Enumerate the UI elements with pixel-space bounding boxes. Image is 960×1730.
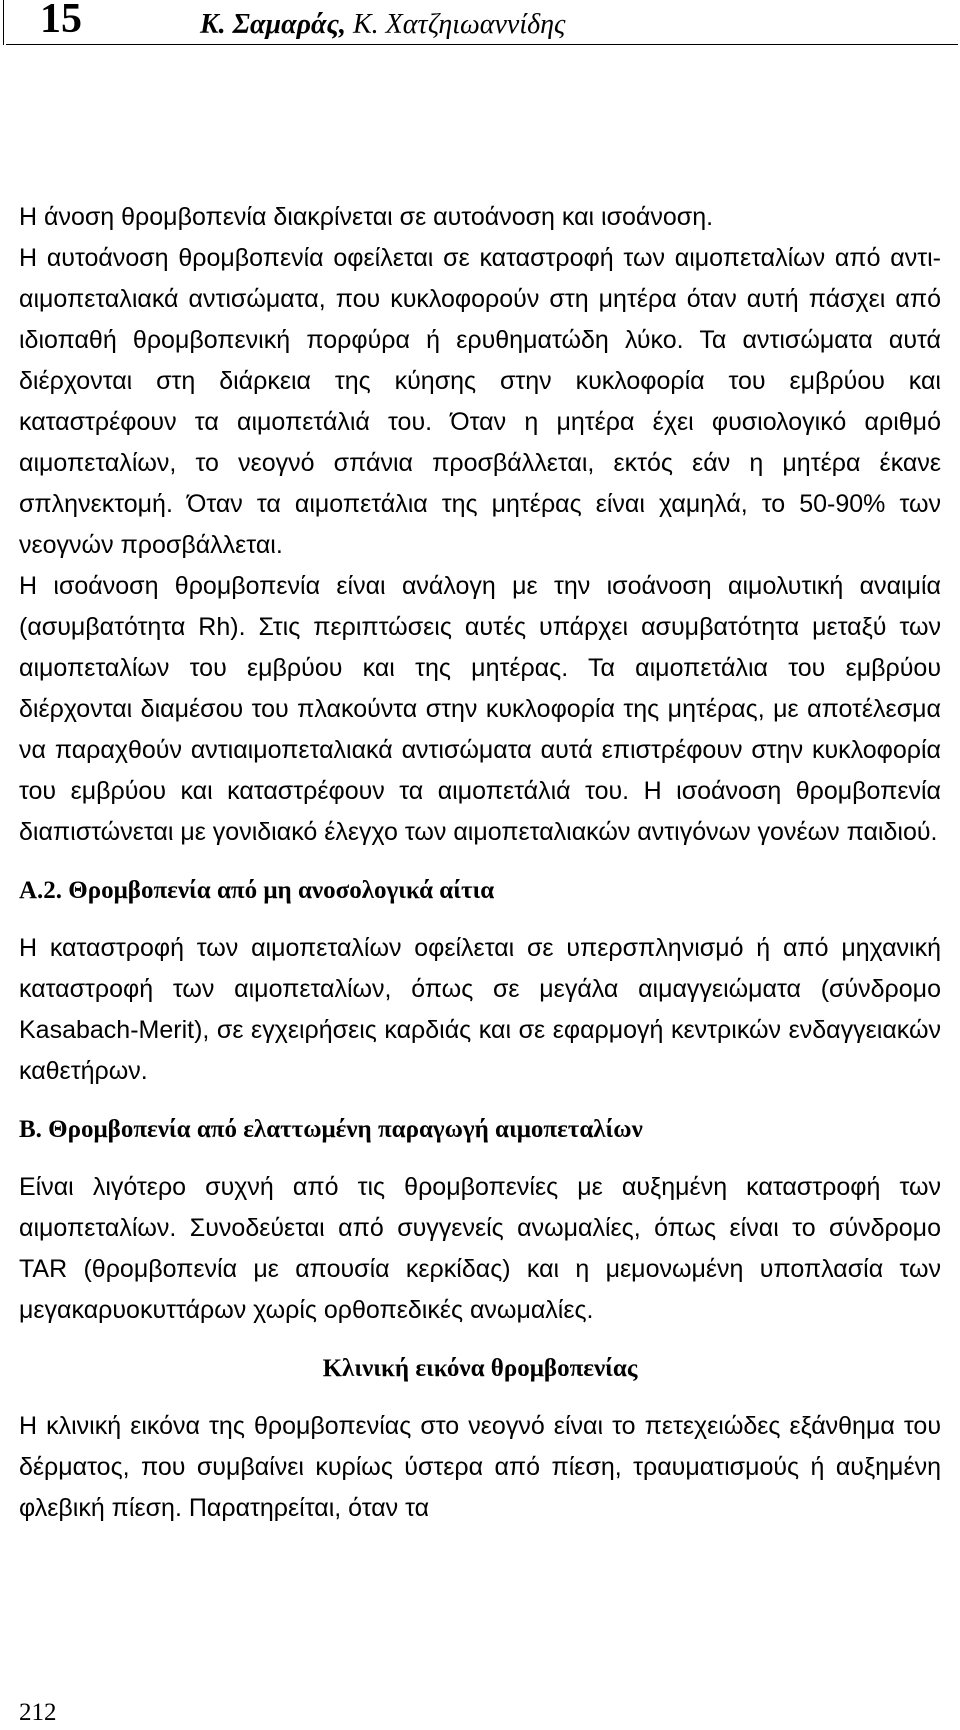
running-head <box>200 8 565 42</box>
page-header <box>0 0 958 45</box>
chapter-number: 15 <box>40 0 82 42</box>
intro-paragraph-3: Η ισοάνοση θρομβοπενία είναι ανάλογη με την ισοάνοση αιμολυτική αναιμία (ασυμβατότητα Rh). Στις περιπτώσεις αυτές υπάρχει ασυμβατότητα μεταξύ των αιμοπεταλίων του εμβρύου και της μητέρας. Τα αιμοπετάλια του εμβρύου διέρχονται διαμέσου του πλακούντα στην κυκλοφορία της μητέρας, με αποτέλεσμα να παραχθούν αντιαιμοπεταλιακά αντισώματα αυτά επιστρέφουν στην κυκλοφορία του εμβρύου και καταστρέφουν τα αιμοπετάλιά του. Η ισοάνοση θρομβοπενία διαπιστώνεται με γονιδιακό έλεγχο των αιμοπεταλιακών αντιγόνων γονέων παιδιού. <box>19 572 941 846</box>
page-content <box>19 197 941 1529</box>
header-vertical-rule <box>3 0 4 45</box>
section-heading-b: Β. Θρομβοπενία από ελαττωμένη παραγωγή αιμοπεταλίων <box>19 1116 643 1143</box>
page-number: 212 <box>19 1699 57 1726</box>
running-head-author-2: Κ. Χατζηιωαννίδης <box>352 9 566 40</box>
section-heading-a2: Α.2. Θρομβοπενία από μη ανοσολογικά αίτια <box>19 877 495 904</box>
section-b-paragraph: Είναι λιγότερο συχνή από τις θρομβοπενίες με αυξημένη καταστροφή των αιμοπεταλίων. Συνοδεύεται από συγγενείς ανωμαλίες, όπως είναι το σύνδρομο TAR (θρομβοπενία με απουσία κερκίδας) και η μεμονωμένη υποπλασία των μεγακαρυοκυττάρων χωρίς ορθοπεδικές ανωμαλίες. <box>19 1173 941 1324</box>
clinical-paragraph: Η κλινική εικόνα της θρομβοπενίας στο νεογνό είναι το πετεχειώδες εξάνθημα του δέρματος, που συμβαίνει κυρίως ύστερα από πίεση, τραυματισμούς ή αυξημένη φλεβική πίεση. Παρατηρείται, όταν τα <box>19 1412 941 1522</box>
intro-paragraph-2: Η αυτοάνοση θρομβοπενία οφείλεται σε καταστροφή των αιμοπεταλίων από αντι-αιμοπεταλιακά αντισώματα, που κυκλοφορούν στη μητέρα όταν αυτή πάσχει από ιδιοπαθή θρομβοπενική πορφύρα ή ερυθηματώδη λύκο. Τα αντισώματα αυτά διέρχονται στη διάρκεια της κύησης στην κυκλοφορία του εμβρύου και καταστρέφουν τα αιμοπετάλιά του. Όταν η μητέρα έχει φυσιολογικό αριθμό αιμοπεταλίων, το νεογνό σπάνια προσβάλλεται, εκτός εάν η μητέρα έκανε σπληνεκτομή. Όταν τα αιμοπετάλια της μητέρας είναι χαμηλά, το 50-90% των νεογνών προσβάλλεται. <box>19 244 941 559</box>
running-head-author-1: Κ. Σαμαράς, <box>200 9 346 40</box>
section-heading-clinical: Κλινική εικόνα θρομβοπενίας <box>322 1355 638 1382</box>
header-rule <box>6 44 958 45</box>
intro-paragraph-1: Η άνοση θρομβοπενία διακρίνεται σε αυτοάνοση και ισοάνοση. <box>19 203 714 231</box>
section-a2-paragraph: Η καταστροφή των αιμοπεταλίων οφείλεται σε υπερσπληνισμό ή από μηχανική καταστροφή των αιμοπεταλίων, όπως σε μεγάλα αιμαγγειώματα (σύνδρομο Kasabach-Merit), σε εγχειρήσεις καρδιάς και σε εφαρμογή κεντρικών ενδαγγειακών καθετήρων. <box>19 934 941 1085</box>
